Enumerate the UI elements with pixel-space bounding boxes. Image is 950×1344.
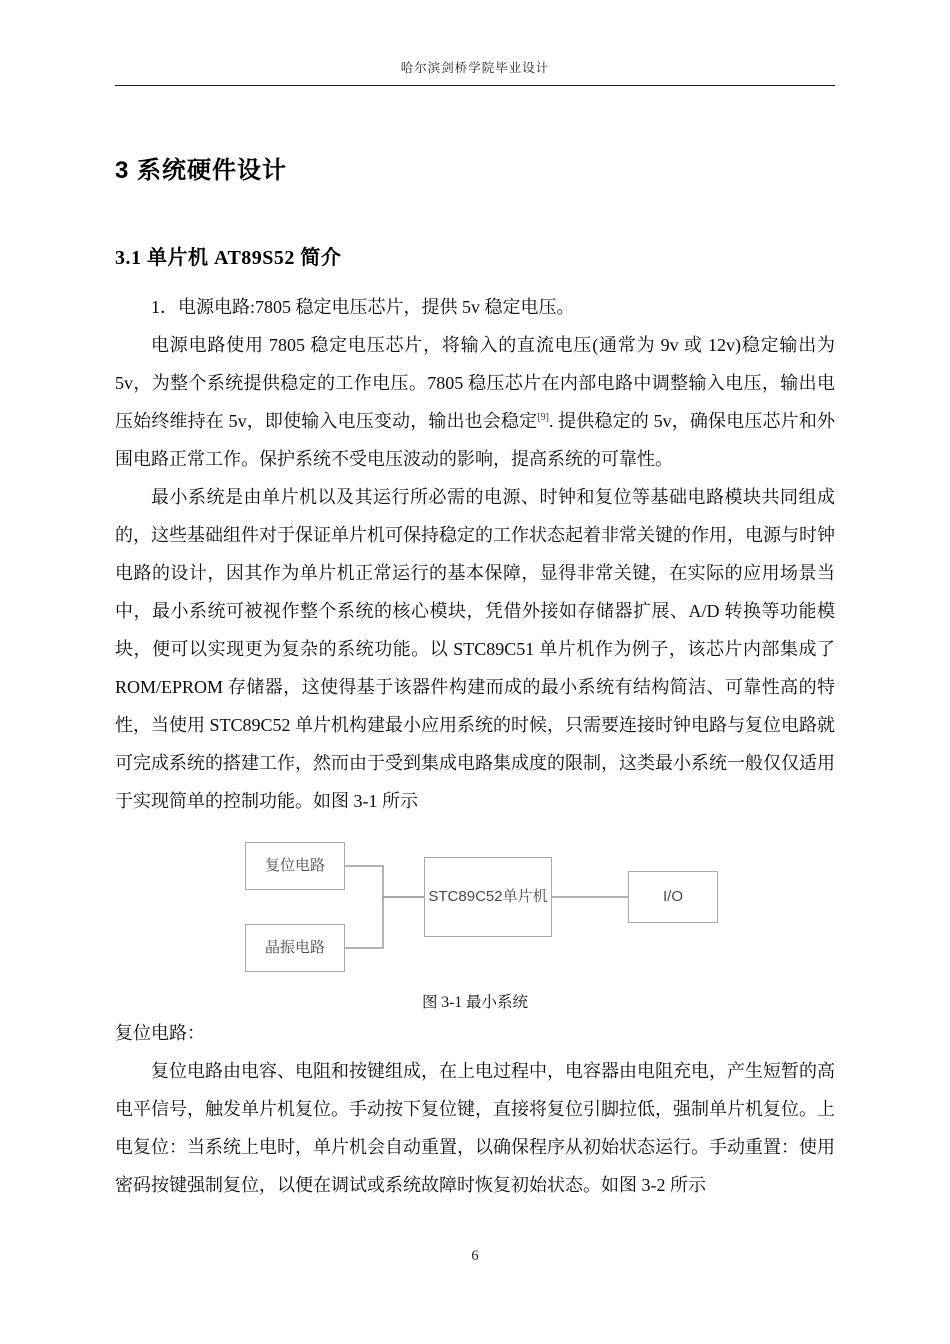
header-title: 哈尔滨剑桥学院毕业设计 <box>400 61 550 75</box>
paragraph-power-supply-detail-text-2: . 提供稳定的 5v，确保电压芯片和外围电路正常工作。保护系统不受电压波动的影响，提高系统的可靠性。 <box>115 411 835 469</box>
paragraph-reset-circuit-detail: 复位电路由电容、电阻和按键组成，在上电过程中，电容器由电阻充电，产生短暂的高电平信号，触发单片机复位。手动按下复位键，直接将复位引脚拉低，强制单片机复位。上电复位：当系统上电时，单片机会自动重置，以确保程序从初始状态运行。手动重置：使用密码按键强制复位，以便在调试或系统故障时恢复初始状态。如图 3-2 所示 <box>115 1061 835 1195</box>
reset-circuit-heading: 复位电路： <box>115 1023 205 1043</box>
body-text <box>115 288 835 1204</box>
citation-ref-9: [9] <box>537 412 549 423</box>
chapter-title: 3 系统硬件设计 <box>115 157 288 184</box>
paragraph-power-supply-intro: 1．电源电路:7805 稳定电压芯片，提供 5v 稳定电压。 <box>151 297 575 317</box>
paragraph-power-supply-detail-text: 电源电路使用 7805 稳定电压芯片，将输入的直流电压(通常为 9v 或 12v)稳定输出为 5v，为整个系统提供稳定的工作电压。7805 稳压芯片在内部电路中调整输入电压，输出电压始终维持在 5v，即使输入电压变动，输出也会稳定 <box>115 335 835 431</box>
figure-3-1-diagram <box>115 842 835 992</box>
figure-box-crystal-circuit: 晶振电路 <box>245 924 345 972</box>
figure-caption: 图 3-1 最小系统 <box>422 994 528 1011</box>
figure-box-io: I/O <box>628 871 718 923</box>
paragraph-minimum-system: 最小系统是由单片机以及其运行所必需的电源、时钟和复位等基础电路模块共同组成的，这些基础组件对于保证单片机可保持稳定的工作状态起着非常关键的作用，电源与时钟电路的设计，因其作为单片机正常运行的基本保障，显得非常关键，在实际的应用场景当中，最小系统可被视作整个系统的核心模块，凭借外接如存储器扩展、A/D 转换等功能模块，便可以实现更为复杂的系统功能。以 STC89C51 单片机作为例子，该芯片内部集成了 ROM/EPROM 存储器，这使得基于该器件构建而成的最小系统有结构简洁、可靠性高的特性，当使用 STC89C52 单片机构建最小应用系统的时候，只需要连接时钟电路与复位电路就可完成系统的搭建工作，然而由于受到集成电路集成度的限制，这类最小系统一般仅仅适用于实现简单的控制功能。如图 3-1 所示 <box>115 487 836 811</box>
figure-box-mcu: STC89C52单片机 <box>424 857 552 937</box>
header-divider <box>115 85 835 86</box>
page-number: 6 <box>471 1248 479 1264</box>
figure-box-reset-circuit: 复位电路 <box>245 842 345 890</box>
section-title: 3.1 单片机 AT89S52 简介 <box>115 247 342 269</box>
paragraph-power-supply-detail <box>115 326 835 478</box>
